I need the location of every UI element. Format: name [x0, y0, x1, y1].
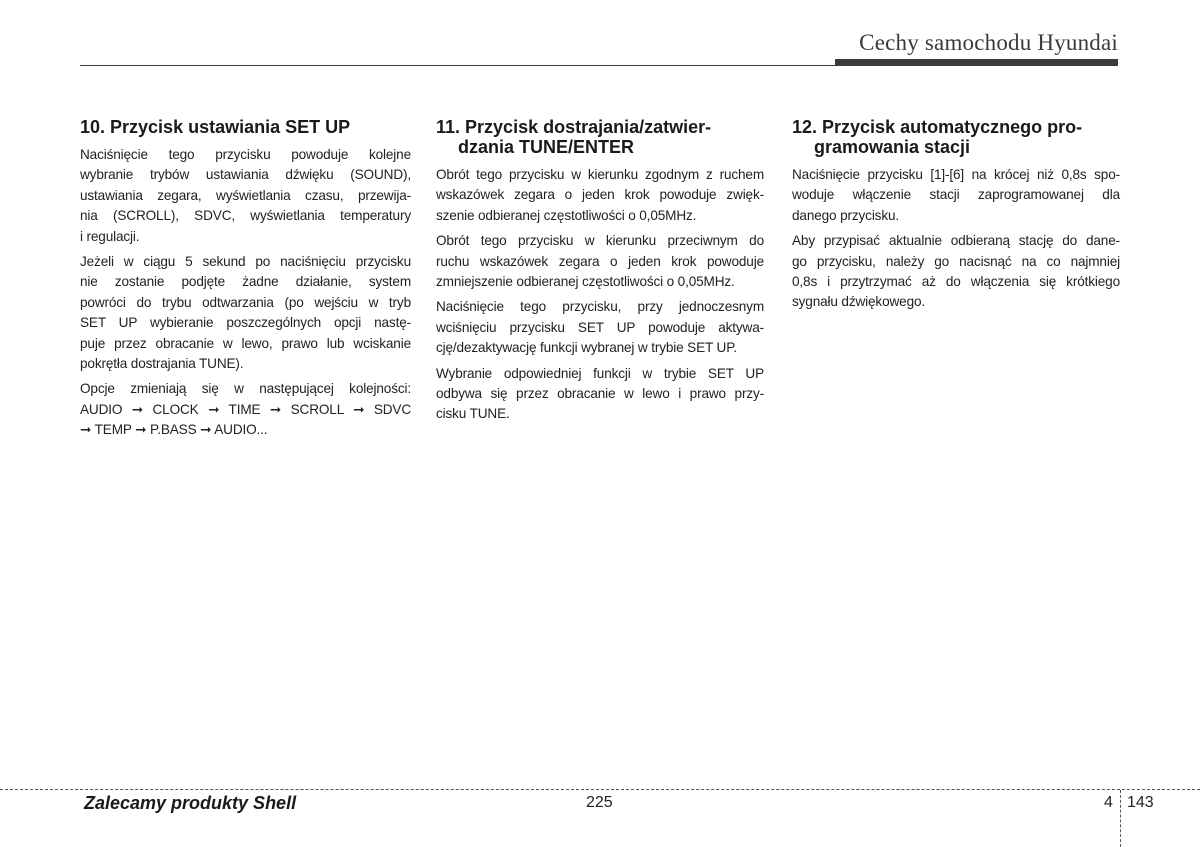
section-11: [436, 117, 764, 430]
heading-line: dzania TUNE/ENTER: [458, 137, 635, 157]
footer-dashed-rule: [0, 789, 1200, 790]
section-11-heading: [436, 117, 764, 157]
footer-divider: [1120, 790, 1121, 847]
section-11-paragraph-2: [436, 231, 764, 292]
text-line: zmniejszenie odbieranej częstotliwości o 0,05MHz.: [436, 274, 735, 290]
text-line: wciśnięciu przycisku SET UP powoduje aktywa-: [436, 319, 764, 335]
text-line: nia (SCROLL), SDVC, wyświetlania temperatury: [80, 208, 411, 224]
text-line: 0,8s i przytrzymać aż do włączenia się krótkiego: [792, 274, 1120, 290]
section-10-paragraph-2: [80, 252, 411, 374]
text-line: Wybranie odpowiedniej funkcji w trybie SET UP: [436, 365, 764, 381]
text-line: Obrót tego przycisku w kierunku przeciwnym do: [436, 233, 764, 249]
text-line: AUDIO ➞ CLOCK ➞ TIME ➞ SCROLL ➞ SDVC: [80, 401, 411, 417]
text-line: Jeżeli w ciągu 5 sekund po naciśnięciu przycisku: [80, 254, 411, 270]
text-line: puje przez obracanie w lewo, prawo lub wciskanie: [80, 335, 411, 351]
text-line: cję/dezaktywację funkcji wybranej w trybie SET UP.: [436, 340, 738, 356]
section-10-heading: 10. Przycisk ustawiania SET UP: [80, 117, 351, 137]
header-accent-bar: [835, 59, 1118, 66]
text-line: ruchu wskazówek zegara o jeden krok powoduje: [436, 253, 764, 269]
section-10-paragraph-3: [80, 379, 411, 440]
text-line: Naciśnięcie przycisku [1]-[6] na krócej niż 0,8s spo-: [792, 167, 1120, 182]
section-10-paragraph-1: [80, 145, 411, 247]
section-12-heading: [792, 117, 1120, 157]
text-line: pokrętła dostrajania TUNE).: [80, 356, 244, 372]
text-line: Naciśnięcie tego przycisku powoduje kolejne: [80, 147, 411, 162]
text-line: sygnału dźwiękowego.: [792, 294, 926, 310]
text-line: i regulacji.: [80, 228, 140, 244]
footer-brand-text: Zalecamy produkty Shell: [84, 793, 297, 813]
footer-section-page-number: 143: [1127, 794, 1154, 811]
section-11-paragraph-3: [436, 297, 764, 358]
section-12-paragraph-1: [792, 165, 1120, 226]
heading-line: 12. Przycisk automatycznego pro-: [792, 117, 1083, 137]
text-line: ➞ TEMP ➞ P.BASS ➞ AUDIO...: [80, 422, 268, 438]
footer-page-number: 225: [586, 794, 613, 811]
heading-line: gramowania stacji: [814, 137, 971, 157]
text-line: szenie odbieranej częstotliwości o 0,05MHz.: [436, 207, 697, 223]
text-line: wskazówek zegara o jeden krok powoduje zwięk-: [436, 187, 764, 203]
text-line: Aby przypisać aktualnie odbieraną stację do dane-: [792, 233, 1120, 249]
section-10: [80, 117, 411, 446]
footer-chapter-number: 4: [1104, 794, 1113, 811]
text-line: Naciśnięcie tego przycisku, przy jednoczesnym: [436, 299, 764, 315]
text-line: cisku TUNE.: [436, 406, 510, 422]
header-title: Cechy samochodu Hyundai: [859, 30, 1118, 55]
text-line: woduje włączenie stacji zaprogramowanej dla: [792, 187, 1120, 203]
text-line: nie zostanie podjęte żadne działanie, system: [80, 274, 411, 290]
section-11-paragraph-4: [436, 364, 764, 425]
section-11-paragraph-1: [436, 165, 764, 226]
text-line: powróci do trybu odtwarzania (po wejściu w tryb: [80, 294, 411, 310]
section-12-paragraph-2: [792, 231, 1120, 313]
text-line: SET UP wybieranie poszczególnych opcji nastę-: [80, 315, 411, 331]
text-line: Opcje zmieniają się w następującej kolejności:: [80, 381, 411, 397]
text-line: wybranie trybów ustawiania dźwięku (SOUND),: [80, 167, 411, 183]
text-line: ustawiania zegara, wyświetlania czasu, przewija-: [80, 187, 411, 203]
heading-line: 11. Przycisk dostrajania/zatwier-: [436, 117, 712, 137]
text-line: go przycisku, należy go nacisnąć na co najmniej: [792, 253, 1120, 269]
text-line: Obrót tego przycisku w kierunku zgodnym z ruchem: [436, 167, 764, 182]
text-line: odbywa się przez obracanie w lewo i prawo przy-: [436, 386, 764, 402]
text-line: danego przycisku.: [792, 207, 900, 223]
section-12: [792, 117, 1120, 318]
